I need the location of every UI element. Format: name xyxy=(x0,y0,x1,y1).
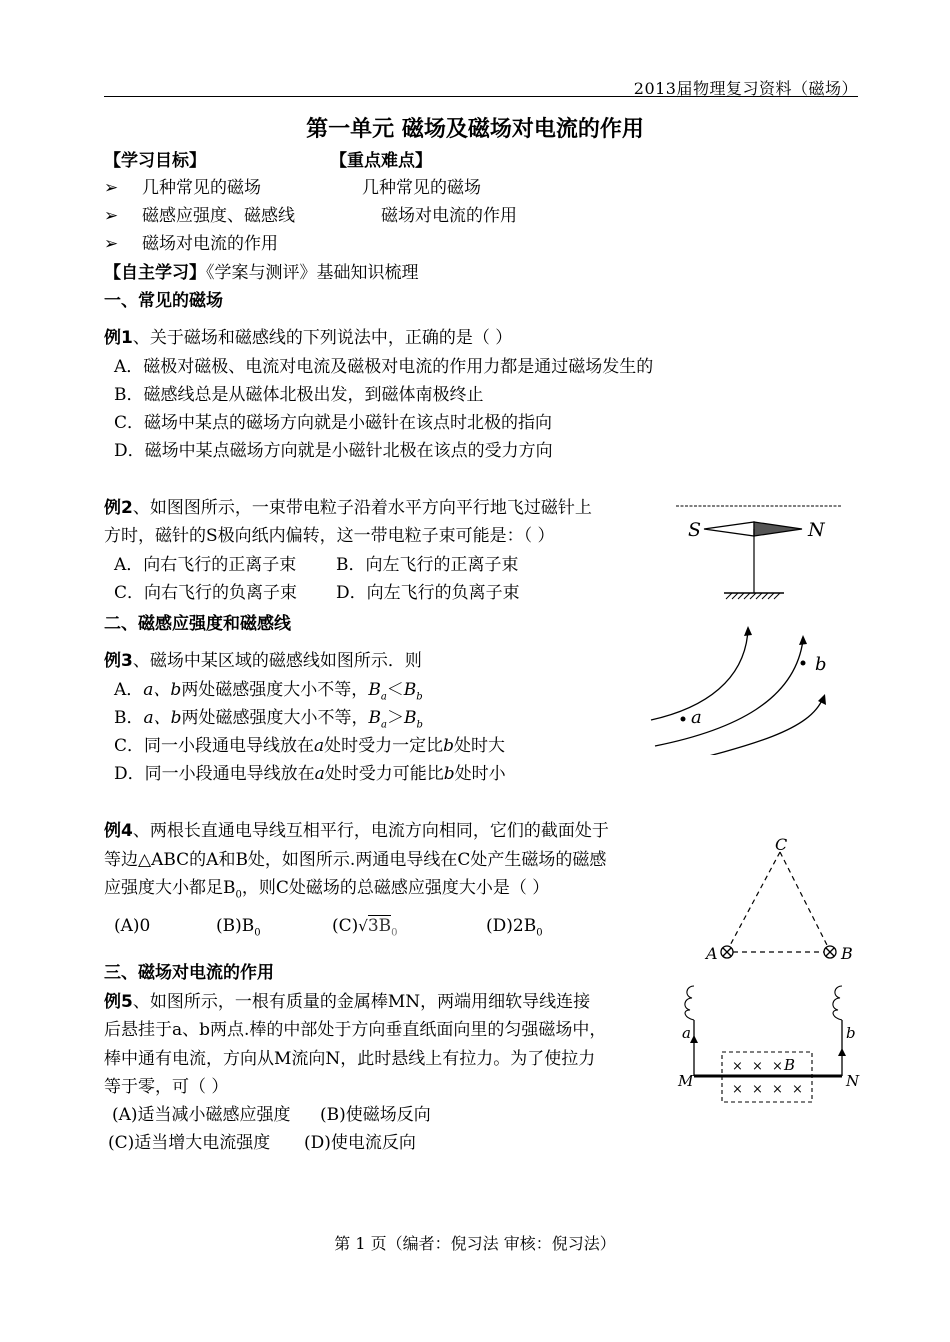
section-3-heading: 三、磁场对电流的作用 xyxy=(104,963,274,983)
arrow-icon xyxy=(818,694,826,705)
subscript: 0 xyxy=(536,927,543,939)
field-cross: × xyxy=(752,1082,763,1097)
option-vars: a、b xyxy=(143,708,182,728)
key-point-1: 几种常见的磁场 xyxy=(362,178,481,198)
option-prefix: A． xyxy=(114,680,144,700)
b-symbol: B xyxy=(403,680,417,700)
example-label: 例3 xyxy=(104,651,133,671)
ex5-option-a: (A)适当减小磁感应强度 xyxy=(112,1105,291,1125)
question-text: 应强度大小都足B xyxy=(104,878,236,898)
ex3-option-d xyxy=(114,759,506,784)
example-4-stem-1 xyxy=(104,816,609,841)
point-b-label: b xyxy=(815,654,827,675)
point-a-label: a xyxy=(691,707,702,728)
end-n-label: N xyxy=(846,1072,860,1090)
ex3-option-a xyxy=(114,675,423,702)
option-text: (D)2B xyxy=(486,916,537,936)
self-study-label: 【自主学习】 xyxy=(104,263,206,283)
sqrt-value: 3B xyxy=(367,916,392,936)
bullet-icon: ➢ xyxy=(104,206,119,226)
self-study-text: 《学案与测评》基础知识梳理 xyxy=(206,263,419,283)
option-text: 处时大 xyxy=(454,736,506,756)
b-symbol: B xyxy=(404,708,417,728)
triangle-side-bc xyxy=(780,852,830,951)
example-5-stem-3: 棒中通有电流，方向从M流向N，此时悬线上有拉力。为了使拉力 xyxy=(104,1049,596,1069)
ex3-option-c xyxy=(114,731,505,756)
ex2-option-c: C．向右飞行的负离子束 xyxy=(114,583,298,603)
self-study-line xyxy=(104,258,419,283)
vertex-a-label: A xyxy=(706,944,718,963)
var-b: b xyxy=(443,764,455,784)
var-a: a xyxy=(314,764,325,784)
objectives-label: 【学习目标】 xyxy=(104,151,206,171)
triangle-side-ac xyxy=(727,852,780,951)
ex4-option-c xyxy=(332,916,398,938)
north-pole-label: N xyxy=(808,519,825,541)
var-b: b xyxy=(443,736,455,756)
arrow-icon xyxy=(690,1035,698,1043)
example-1-stem xyxy=(104,323,512,348)
question-text: ，则C处磁场的总磁感应强度大小是（ ） xyxy=(241,878,550,898)
point-a-marker xyxy=(681,717,686,722)
key-points-label: 【重点难点】 xyxy=(330,151,432,171)
var-a: a xyxy=(314,736,325,756)
option-text: C．同一小段通电导线放在 xyxy=(114,736,315,756)
field-cross: × xyxy=(732,1059,743,1074)
vertex-c-label: C xyxy=(775,835,788,854)
arrow-icon xyxy=(838,1048,846,1056)
bullet-icon: ➢ xyxy=(104,178,119,198)
subscript-b: b xyxy=(416,719,423,731)
ex4-option-d xyxy=(486,916,543,938)
example-5-stem-2: 后悬挂于a、b两点.棒的中部处于方向垂直纸面向里的匀强磁场中， xyxy=(104,1020,607,1040)
objective-text: 磁场对电流的作用 xyxy=(142,234,278,254)
left-spring-coil xyxy=(685,986,694,1020)
right-spring-coil xyxy=(833,986,842,1020)
example-label: 例5 xyxy=(104,992,133,1012)
question-text: 、关于磁场和磁感线的下列说法中，正确的是（ ） xyxy=(132,328,513,348)
option-vars: a、b xyxy=(143,680,182,700)
option-prefix: B． xyxy=(114,708,144,728)
option-text: 两处磁感强度大小不等， xyxy=(181,680,369,700)
example-2-stem-1 xyxy=(104,493,592,518)
key-point-2: 磁场对电流的作用 xyxy=(381,206,517,226)
relation: ＜ xyxy=(386,680,404,700)
field-cross: × xyxy=(772,1059,783,1074)
point-b-marker xyxy=(801,661,806,666)
vertex-b-label: B xyxy=(841,944,853,963)
ex1-option-b: B．磁感线总是从磁体北极出发，到磁体南极终止 xyxy=(114,385,484,405)
subscript: 0 xyxy=(391,927,398,939)
page-footer: 第 1 页（编者：倪习法 审核：倪习法） xyxy=(334,1234,616,1253)
question-text: 、两根长直通电导线互相平行，电流方向相同，它们的截面处于 xyxy=(132,821,609,841)
ex2-option-a: A．向右飞行的正离子束 xyxy=(114,555,297,575)
ex1-option-a: A．磁极对磁极、电流对电流及磁极对电流的作用力都是通过磁场发生的 xyxy=(114,357,654,377)
ex1-option-d: D．磁场中某点磁场方向就是小磁针北极在该点的受力方向 xyxy=(114,441,553,461)
example-3-stem xyxy=(104,646,422,671)
example-5-stem-1 xyxy=(104,987,590,1012)
subscript-a: a xyxy=(380,691,387,703)
objective-row-2 xyxy=(104,201,295,226)
needle-north-half xyxy=(754,522,802,536)
objective-row-1 xyxy=(104,173,261,198)
ex5-option-c: (C)适当增大电流强度 xyxy=(108,1133,271,1153)
example-4-stem-2: 等边△ABC的A和B处，如图所示.两通电导线在C处产生磁场的磁感 xyxy=(104,850,607,870)
point-b-label: b xyxy=(846,1024,856,1042)
end-m-label: M xyxy=(678,1072,694,1090)
b-symbol: B xyxy=(368,708,382,728)
field-cross: × xyxy=(772,1082,783,1097)
south-pole-label: S xyxy=(688,519,702,541)
option-text: D．同一小段通电导线放在 xyxy=(114,764,315,784)
question-text: 、磁场中某区域的磁感线如图所示．则 xyxy=(132,651,422,671)
page-title: 第一单元 磁场及磁场对电流的作用 xyxy=(306,116,644,142)
option-text: 处时受力一定比 xyxy=(324,736,444,756)
ex3-option-b xyxy=(114,703,423,730)
subscript-b: b xyxy=(416,691,423,703)
section-1-heading: 一、常见的磁场 xyxy=(104,291,223,311)
ex2-option-d: D．向左飞行的负离子束 xyxy=(336,583,520,603)
subscript: 0 xyxy=(254,927,261,939)
field-line-3 xyxy=(661,698,823,755)
example-4-stem-3 xyxy=(104,873,549,900)
hanging-rod-figure xyxy=(670,980,870,1110)
example-5-stem-4: 等于零，可（ ） xyxy=(104,1077,229,1097)
ex2-option-b: B．向左飞行的正离子束 xyxy=(336,555,519,575)
ground-hatch xyxy=(726,593,780,599)
b-symbol: B xyxy=(368,680,381,700)
section-2-heading: 二、磁感应强度和磁感线 xyxy=(104,614,291,634)
field-cross: × xyxy=(752,1059,763,1074)
current-into-page-icon-b xyxy=(824,946,836,958)
objective-text: 几种常见的磁场 xyxy=(142,178,261,198)
option-text: (B)B xyxy=(216,916,255,936)
field-lines-figure xyxy=(645,620,845,755)
example-label: 例2 xyxy=(104,498,133,518)
point-a-label: a xyxy=(682,1024,691,1042)
compass-needle-figure xyxy=(670,495,850,605)
question-text: 、如图图所示，一束带电粒子沿着水平方向平行地飞过磁针上 xyxy=(132,498,592,518)
field-cross: × xyxy=(792,1082,803,1097)
option-text: 两处磁感强度大小不等， xyxy=(181,708,369,728)
sqrt-icon: √ xyxy=(358,917,368,935)
header-rule xyxy=(104,96,858,97)
subscript: 0 xyxy=(235,889,242,901)
relation: ＞ xyxy=(387,708,404,728)
ex4-option-b xyxy=(216,916,261,938)
example-label: 例4 xyxy=(104,821,133,841)
field-b-label: B xyxy=(784,1056,796,1074)
current-into-page-icon-a xyxy=(721,946,733,958)
subscript-a: a xyxy=(381,719,387,731)
option-text: 处时受力可能比 xyxy=(324,764,444,784)
objective-row-3 xyxy=(104,229,278,254)
option-text: (C) xyxy=(332,916,359,936)
bullet-icon: ➢ xyxy=(104,234,119,254)
option-text: 处时小 xyxy=(454,764,506,784)
example-label: 例1 xyxy=(104,328,133,348)
objective-text: 磁感应强度、磁感线 xyxy=(142,206,295,226)
ex1-option-c: C．磁场中某点的磁场方向就是小磁针在该点时北极的指向 xyxy=(114,413,553,433)
triangle-figure xyxy=(700,832,860,964)
ex4-option-a: (A)0 xyxy=(114,916,151,936)
needle-south-half xyxy=(704,522,754,536)
field-cross: × xyxy=(732,1082,743,1097)
question-text: 、如图所示，一根有质量的金属棒MN，两端用细软导线连接 xyxy=(132,992,591,1012)
example-2-stem-2: 方时，磁针的S极向纸内偏转，这一带电粒子束可能是：（ ） xyxy=(104,526,555,546)
field-line-2 xyxy=(655,640,803,746)
ex5-option-b: (B)使磁场反向 xyxy=(320,1105,431,1125)
arrow-icon xyxy=(744,626,752,636)
ex5-option-d: (D)使电流反向 xyxy=(304,1133,416,1153)
arrow-icon xyxy=(799,635,807,645)
running-header: 2013届物理复习资料（磁场） xyxy=(633,79,858,98)
